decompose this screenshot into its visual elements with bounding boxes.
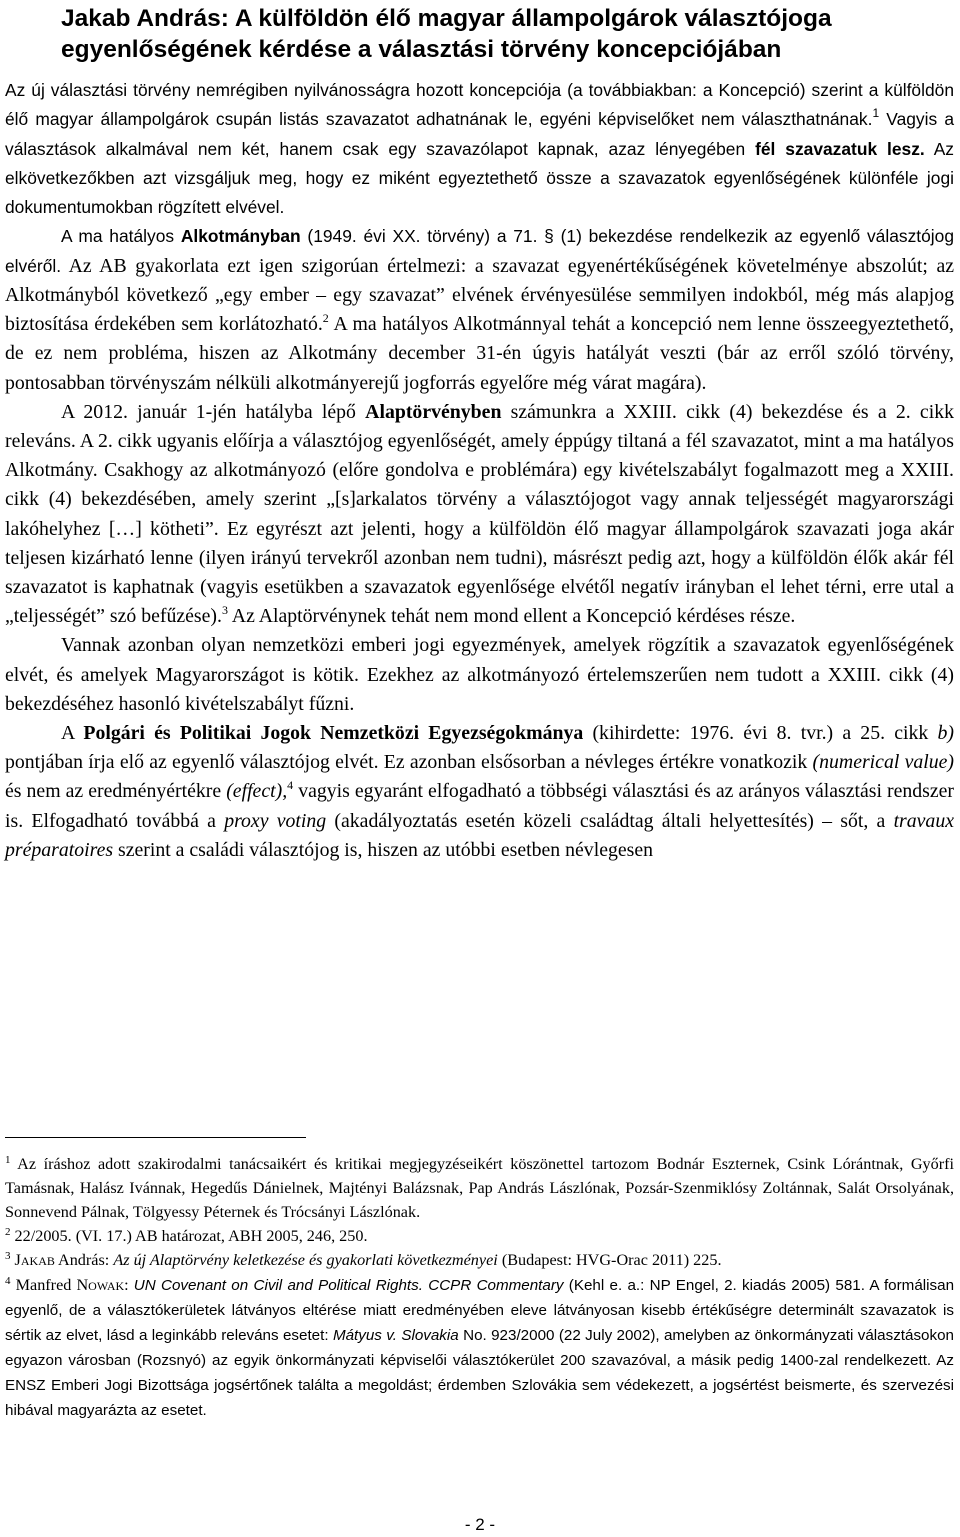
para4-italic-4: proxy voting: [224, 809, 327, 832]
footnote-2-number: 2: [5, 1226, 11, 1238]
footnote-4-smallcaps: OWAK: [88, 1279, 125, 1293]
para1-bold: Alkotmányban: [180, 226, 301, 247]
footnote-4-number: 4: [5, 1275, 11, 1287]
footnote-3-text-c: (Budapest: HVG-Orac 2011) 225.: [497, 1251, 722, 1269]
footnote-3-text-b: András:: [54, 1251, 114, 1269]
document-title: Jakab András: A külföldön élő magyar állampolgárok választójoga egyenlőségének kérdése a választási törvény koncepciójában: [61, 5, 832, 63]
footnote-1-number: 1: [5, 1154, 11, 1166]
footnote-4-text-a: Manfred N: [10, 1276, 89, 1294]
para4-text-1: A: [61, 721, 84, 744]
footnote-4-italic-2: Mátyus v. Slovakia: [332, 1327, 459, 1344]
footnote-2-text: 22/2005. (VI. 17.) AB határozat, ABH 2005, 246, 250.: [10, 1227, 368, 1245]
para4-italic-3: (effect),: [226, 780, 288, 803]
paragraph-alkotmany: [5, 222, 954, 397]
footnote-4-text-c: (Kehl e. a.: NP Engel, 2. kiadás 2005) 581. A formálisan egyenlő, de a választókerületek látványos eltérése miatt eredményében eleve látványosan kisebb értékűségre determinált szavazatok is sértik az elvet, lásd a leginkább releváns esetet:: [5, 1277, 955, 1344]
para4-text-5: vagyis egyaránt elfogadható a többségi választási és az arányos választási rendszer is. Elfogadható továbbá a: [5, 780, 954, 832]
para1-text-2: (1949. évi XX. törvény) a 71. § (1) bekezdése rendelkezik az egyenlő választójog elvéről.: [5, 226, 954, 276]
footnote-ref-4[interactable]: 4: [287, 778, 294, 793]
page-number: - 2 -: [464, 1515, 496, 1534]
para4-text-2: (kihirdette: 1976. évi 8. tvr.) a 25. cikk: [583, 721, 938, 744]
para2-bold: Alaptörvényben: [365, 400, 502, 423]
footnote-ref-2[interactable]: 2: [322, 311, 329, 326]
para4-text-7: szerint a családi választójog is, hiszen az utóbbi esetben névlegesen: [113, 838, 654, 861]
footnote-3-smallcaps: AKAB: [20, 1254, 55, 1268]
para1-text-1: A ma hatályos: [61, 226, 181, 247]
footnote-4-text-d: No. 923/2000 (22 July 2002), amelyben az önkormányzati választásokon egyazon városban (Rozsnyó) az egyik önkormányzati képviselői választókerület 200 szavazóval, a másik pedig 1400-zal rendelkezett. Az ENSZ Emberi Jogi Bizottsága jogsértőnek találta a megoldást; érdemben Szlovákia sem védekezett, a jogsértést beismerte, és szervezési hibával magyarázta az esetet.: [5, 1327, 954, 1419]
footnote-3-number: 3: [5, 1250, 11, 1262]
para4-text-4: és nem az eredményértékre: [5, 780, 227, 803]
footnote-1-text: Az íráshoz adott szakirodalmi tanácsaikért és kritikai megjegyzéseikért köszönettel tartozom Bodnár Eszternek, Csink Lórántnak, Győrfi Tamásnak, Halász Ivánnak, Hegedűs Dánielnek, Majtényi Balázsnak, Pap András Lászlónak, Pozsár-Szenmiklósy Zoltánnak, Salát Orsolyának, Sonnevend Pálnak, Tölgyessy Péternek és Trócsányi Lászlónak.: [5, 1155, 954, 1221]
para2-text-1: A 2012. január 1-jén hatályba lépő: [61, 400, 366, 423]
intro-paragraph: [5, 76, 954, 222]
footnote-4: [5, 1273, 954, 1423]
footnote-separator: [5, 1137, 306, 1138]
para1-text-3: Az AB gyakorlata ezt igen szigorúan értelmezi: a szavazat egyenértékűségének követelménye abszolút; az Alkotmányból következő „egy ember – egy szavazat” elvének érvényesülése semmilyen indokból, még más alapjog biztosítása érdekében sem korlátozható.: [5, 254, 954, 336]
para4-italic-2: (numerical value): [812, 751, 954, 774]
para2-text-2: számunkra a XXIII. cikk (4) bekezdése és a 2. cikk releváns. A 2. cikk ugyanis előírja a választójog egyenlőségét, amely éppúgy tiltaná a fél szavazatot, mint a ma hatályos Alkotmány. Csakhogy az alkotmányozó (előre gondolva e problémára) egy kivételszabályt fogalmazott meg a XXIII. cikk (4) bekezdésében, amely szerint „[s]arkalatos törvény a választójogot vagy annak teljességét magyarországi lakóhelyhez […] kötheti”. Ez egyrészt azt jelenti, hogy a külföldön élő magyar állampolgárok szavazati joga akár teljesen kizárható lenne (ilyen irányú tervekről azonban nem tudni), másrészt pedig azt, hogy a külföldön élők akár fél szavazatot is kaphatnak (vagyis esetükben a szavazatok egyenlősége elvétől negatív irányban el lehet térni, erre utal a „teljességét” szó befűzése).: [5, 400, 954, 628]
footnote-3: [5, 1248, 954, 1273]
para2-text-3: Az Alaptörvénynek tehát nem mond ellent a Koncepció kérdéses része.: [227, 605, 796, 628]
para4-italic-5: travaux préparatoires: [5, 809, 954, 861]
footnote-4-italic: UN Covenant on Civil and Political Rights. CCPR Commentary: [133, 1277, 564, 1294]
body-text: [5, 222, 954, 864]
para1-text-4: A ma hatályos Alkotmánnyal tehát a koncepció nem lenne összeegyeztethető, de ez nem probléma, hiszen az Alkotmány december 31-én úgyis hatályát veszti (bár az erről szóló törvény, pontosabban törvényszám nélküli alkotmányerejű jogforrás egyelőre még várat magára).: [5, 313, 954, 394]
footnote-2: [5, 1224, 954, 1248]
paragraph-egyezsegokmany: [5, 719, 954, 865]
footnote-ref-1[interactable]: 1: [872, 106, 880, 121]
para4-italic-1: b): [937, 721, 954, 744]
paragraph-nemzetkozi: Vannak azonban olyan nemzetközi emberi jogi egyezmények, amelyek rögzítik a szavazatok egyenlőségének elvét, és amelyek Magyarországot is kötik. Ezekhez az alkotmányozó értelemszerűen nem tudott a XXIII. cikk (4) bekezdéséhez hasonló kivételszabályt fűzni.: [5, 634, 954, 715]
footnote-3-italic: Az új Alaptörvény keletkezése és gyakorlati következményei: [113, 1251, 498, 1269]
footnote-4-text-b: :: [124, 1276, 134, 1294]
para4-bold: Polgári és Politikai Jogok Nemzetközi Egyezségokmánya: [83, 721, 584, 744]
intro-text-1: Az új választási törvény nemrégiben nyilvánosságra hozott koncepciója (a továbbiakban: a Koncepció) szerint a külföldön élő magyar állampolgárok csupán listás szavazatot adhatnának le, egyéni képviselőket nem választhatnának.: [5, 80, 954, 130]
footnote-1: [5, 1152, 954, 1224]
intro-bold: fél szavazatuk lesz.: [755, 138, 925, 159]
footnotes: [5, 1152, 954, 1423]
intro-text-2: Vagyis a választások alkalmával nem két, hanem csak egy szavazólapot kapnak, azaz lényegében: [5, 109, 954, 159]
para4-text-3: pontjában írja elő az egyenlő választójog elvét. Ez azonban elsősorban a névleges értékre vonatkozik: [5, 751, 813, 774]
intro-text-3: Az elkövetkezőkben azt vizsgáljuk meg, hogy ez miként egyeztethető össze a szavazatok egyenlőségének különféle jogi dokumentumokban rögzített elvével.: [5, 138, 955, 218]
footnote-3-text-a: J: [10, 1251, 21, 1269]
paragraph-alaptorveny: [5, 398, 954, 632]
footnote-ref-3[interactable]: 3: [221, 603, 228, 618]
para4-text-6: (akadályoztatás esetén közeli családtag általi helyettesítés) – sőt, a: [326, 809, 894, 832]
